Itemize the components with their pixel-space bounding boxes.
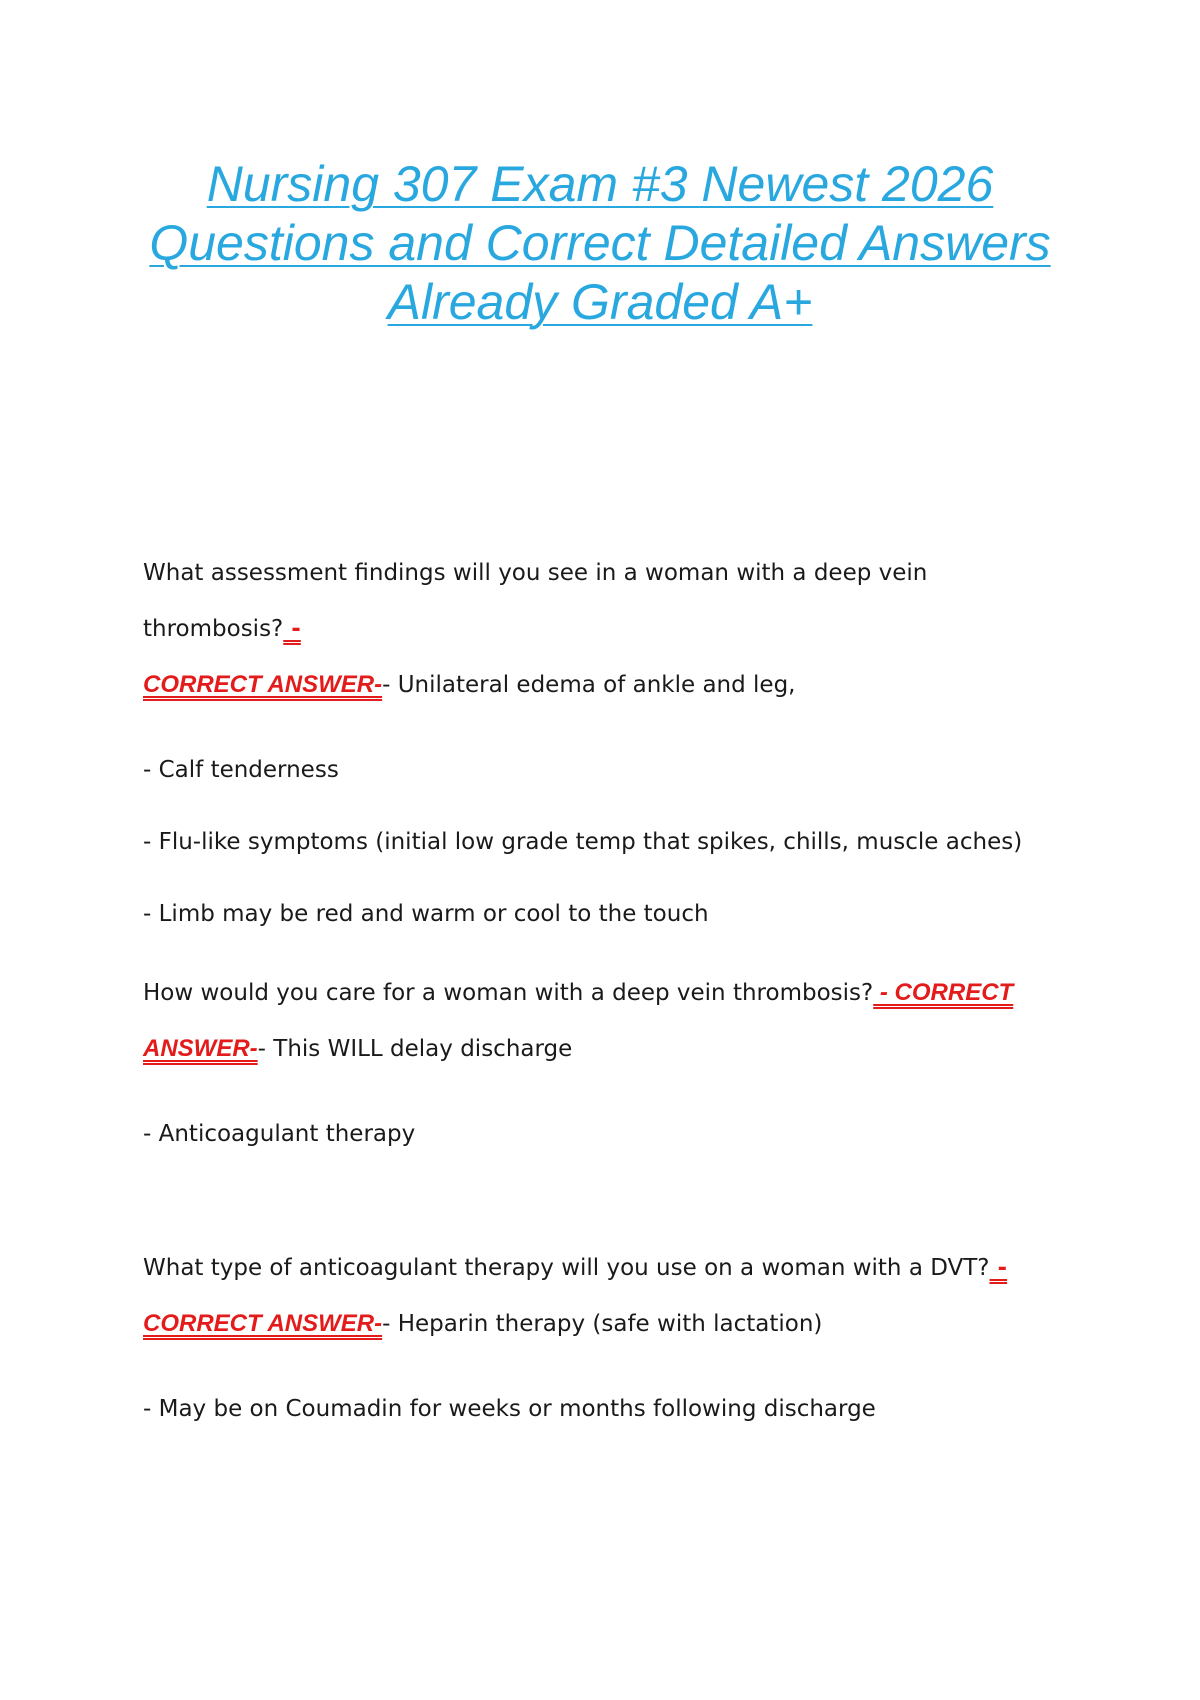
document-title [100, 155, 1100, 332]
title-line-1: Nursing 307 Exam #3 Newest 2026 [206, 156, 994, 212]
correct-answer-label: CORRECT ANSWER- [143, 1310, 383, 1337]
answer-dash: - [989, 1255, 1008, 1281]
question-1 [143, 545, 1073, 713]
title-line-2: Questions and Correct Detailed Answers [149, 215, 1051, 271]
qa-block-1 [143, 545, 1073, 929]
correct-answer-label: ANSWER- [143, 1035, 258, 1062]
answer-text: - Heparin therapy (safe with lactation) [382, 1311, 823, 1337]
correct-answer-label: - CORRECT [873, 979, 1014, 1006]
answer-dash: - [283, 616, 301, 642]
answer-text: - Unilateral edema of ankle and leg, [382, 672, 796, 698]
answer-bullet: - Anticoagulant therapy [143, 1121, 416, 1147]
question-text: What assessment findings will you see in a woman with a deep vein thrombosis? [143, 560, 928, 642]
answer-bullet: - Limb may be red and warm or cool to the touch [143, 901, 709, 927]
answer-text: - This WILL delay discharge [257, 1036, 573, 1062]
answer-bullet: - Flu-like symptoms (initial low grade temp that spikes, chills, muscle aches) [143, 829, 1023, 855]
question-3 [143, 1240, 1073, 1352]
question-2 [143, 965, 1073, 1077]
answer-bullet: - May be on Coumadin for weeks or months following discharge [143, 1396, 876, 1422]
qa-block-3 [143, 1240, 1073, 1424]
correct-answer-label: CORRECT ANSWER- [143, 671, 383, 698]
title-line-3: Already Graded A+ [387, 274, 813, 330]
question-text: How would you care for a woman with a deep vein thrombosis? [143, 980, 874, 1006]
answer-bullet: - Calf tenderness [143, 757, 339, 783]
qa-block-2 [143, 965, 1073, 1149]
question-text: What type of anticoagulant therapy will you use on a woman with a DVT? [143, 1255, 990, 1281]
